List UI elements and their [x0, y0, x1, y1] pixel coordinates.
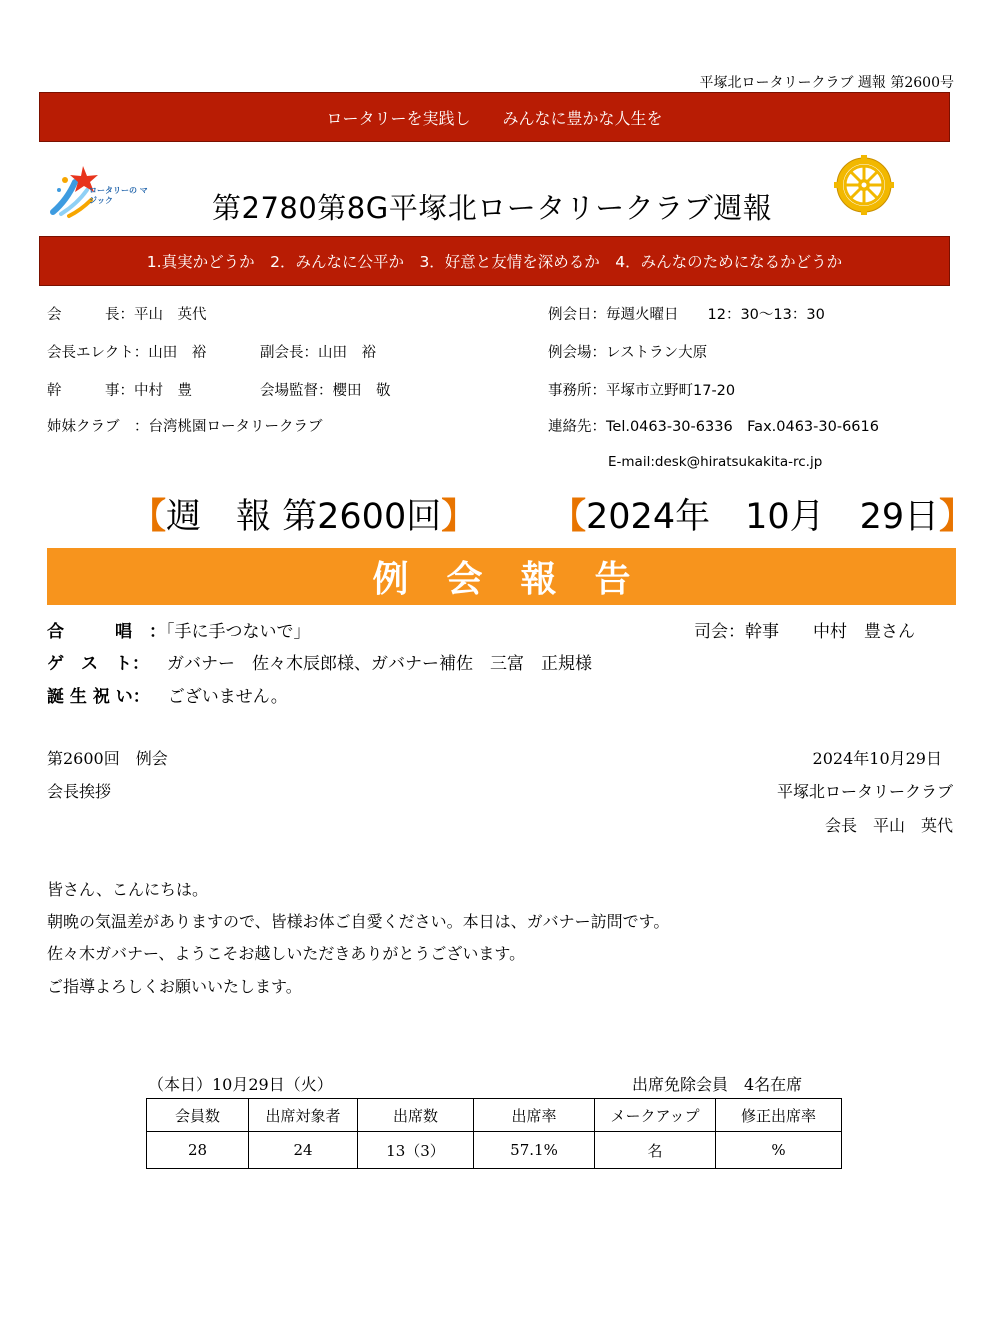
greeting-subject: 会長挨拶 [47, 782, 112, 801]
birthday-value: ございません。 [167, 687, 288, 707]
issue-date-text: 2024年 10月 29日 [586, 497, 940, 537]
report-title-banner [47, 548, 956, 605]
greeting-line: 朝晩の気温差がありますので、皆様お体ご自愛ください。本日は、ガバナー訪問です。 [47, 912, 670, 931]
exempt-members: 出席免除会員 4名在席 [632, 1075, 803, 1094]
birthday-label: 誕 生 祝 い： [47, 687, 150, 707]
greeting-line: ご指導よろしくお願いいたします。 [47, 977, 302, 996]
contact-info: 連絡先：Tel.0463-30-6336 Fax.0463-30-6616 [548, 419, 879, 435]
column-header: 会員数 [147, 1099, 249, 1132]
song-value: 「手に手つないで」 [166, 622, 311, 642]
sister-club-info: 姉妹クラブ ：台湾桃園ロータリークラブ [47, 419, 323, 435]
attendance-table [146, 1098, 842, 1169]
column-header: 出席率 [474, 1099, 595, 1132]
mc-info: 司会：幹事 中村 豊さん [694, 622, 915, 642]
four-way-test-text: 1.真実かどうか 2．みんなに公平か 3．好意と友情を深めるか 4．みんなのためになるかどうか [146, 253, 843, 271]
greeting-line: 佐々木ガバナー、ようこそお越しいただきありがとうございます。 [47, 944, 526, 963]
email-info: E-mail:desk@hiratsukakita-rc.jp [608, 454, 823, 470]
bracket-open: 【 [131, 497, 167, 537]
table-header-row [147, 1099, 842, 1132]
page-title: 第2780第8G平塚北ロータリークラブ週報 [212, 191, 773, 225]
issue-number-text: 週 報 第2600回 [166, 497, 442, 537]
club-name: 平塚北ロータリークラブ [776, 782, 953, 801]
speaker-name: 会長 平山 英代 [824, 816, 953, 835]
bracket-close: 】 [939, 497, 975, 537]
vice-president-info: 副会長：山田 裕 [260, 345, 376, 361]
song-row [47, 617, 311, 642]
guest-label: ゲ ス ト： [47, 654, 149, 674]
attendance-date: （本日）10月29日（火） [148, 1075, 333, 1094]
motto-banner [39, 92, 950, 142]
guest-row [47, 649, 592, 674]
meeting-place-info: 例会場：レストラン大原 [548, 345, 708, 361]
attendance-count-cell: 13（3） [358, 1132, 474, 1169]
table-row [147, 1132, 842, 1169]
bracket-close: 】 [441, 497, 477, 537]
meeting-number: 第2600回 例会 [47, 749, 168, 768]
office-info: 事務所：平塚市立野町17-20 [548, 383, 736, 399]
report-title: 例会報告 [372, 559, 669, 600]
rotary-magic-logo [47, 160, 151, 220]
president-elect-info: 会長エレクト：山田 裕 [47, 345, 207, 361]
eligible-count-cell: 24 [249, 1132, 358, 1169]
birthday-row [47, 682, 288, 707]
song-label: 合 唱 ： [47, 622, 166, 642]
sergeant-info: 会場監督：櫻田 敬 [260, 383, 391, 399]
guest-value: ガバナー 佐々木辰郎様、ガバナー補佐 三富 正規様 [167, 654, 592, 674]
logo-caption: ロータリーの マジック [89, 186, 148, 205]
rotary-wheel-icon [834, 155, 894, 215]
column-header: 修正出席率 [716, 1099, 842, 1132]
column-header: メークアップ [595, 1099, 716, 1132]
adjusted-rate-cell: % [716, 1132, 842, 1169]
meeting-day-info: 例会日：毎週火曜日 12：30～13：30 [548, 307, 825, 323]
issue-date [551, 489, 974, 539]
four-way-test-banner [39, 236, 950, 286]
issue-header-line: 平塚北ロータリークラブ 週報 第2600号 [699, 75, 954, 91]
motto-text: ロータリーを実践し みんなに豊かな人生を [326, 108, 663, 128]
greeting-line: 皆さん、こんにちは。 [47, 880, 208, 899]
issue-number [131, 489, 476, 539]
secretary-info: 幹 事：中村 豊 [47, 383, 192, 399]
column-header: 出席対象者 [249, 1099, 358, 1132]
attendance-rate-cell: 57.1% [474, 1132, 595, 1169]
greeting-date: 2024年10月29日 [812, 749, 942, 768]
makeup-cell: 名 [595, 1132, 716, 1169]
member-count-cell: 28 [147, 1132, 249, 1169]
column-header: 出席数 [358, 1099, 474, 1132]
president-info: 会 長：平山 英代 [47, 307, 207, 323]
bracket-open: 【 [551, 497, 587, 537]
